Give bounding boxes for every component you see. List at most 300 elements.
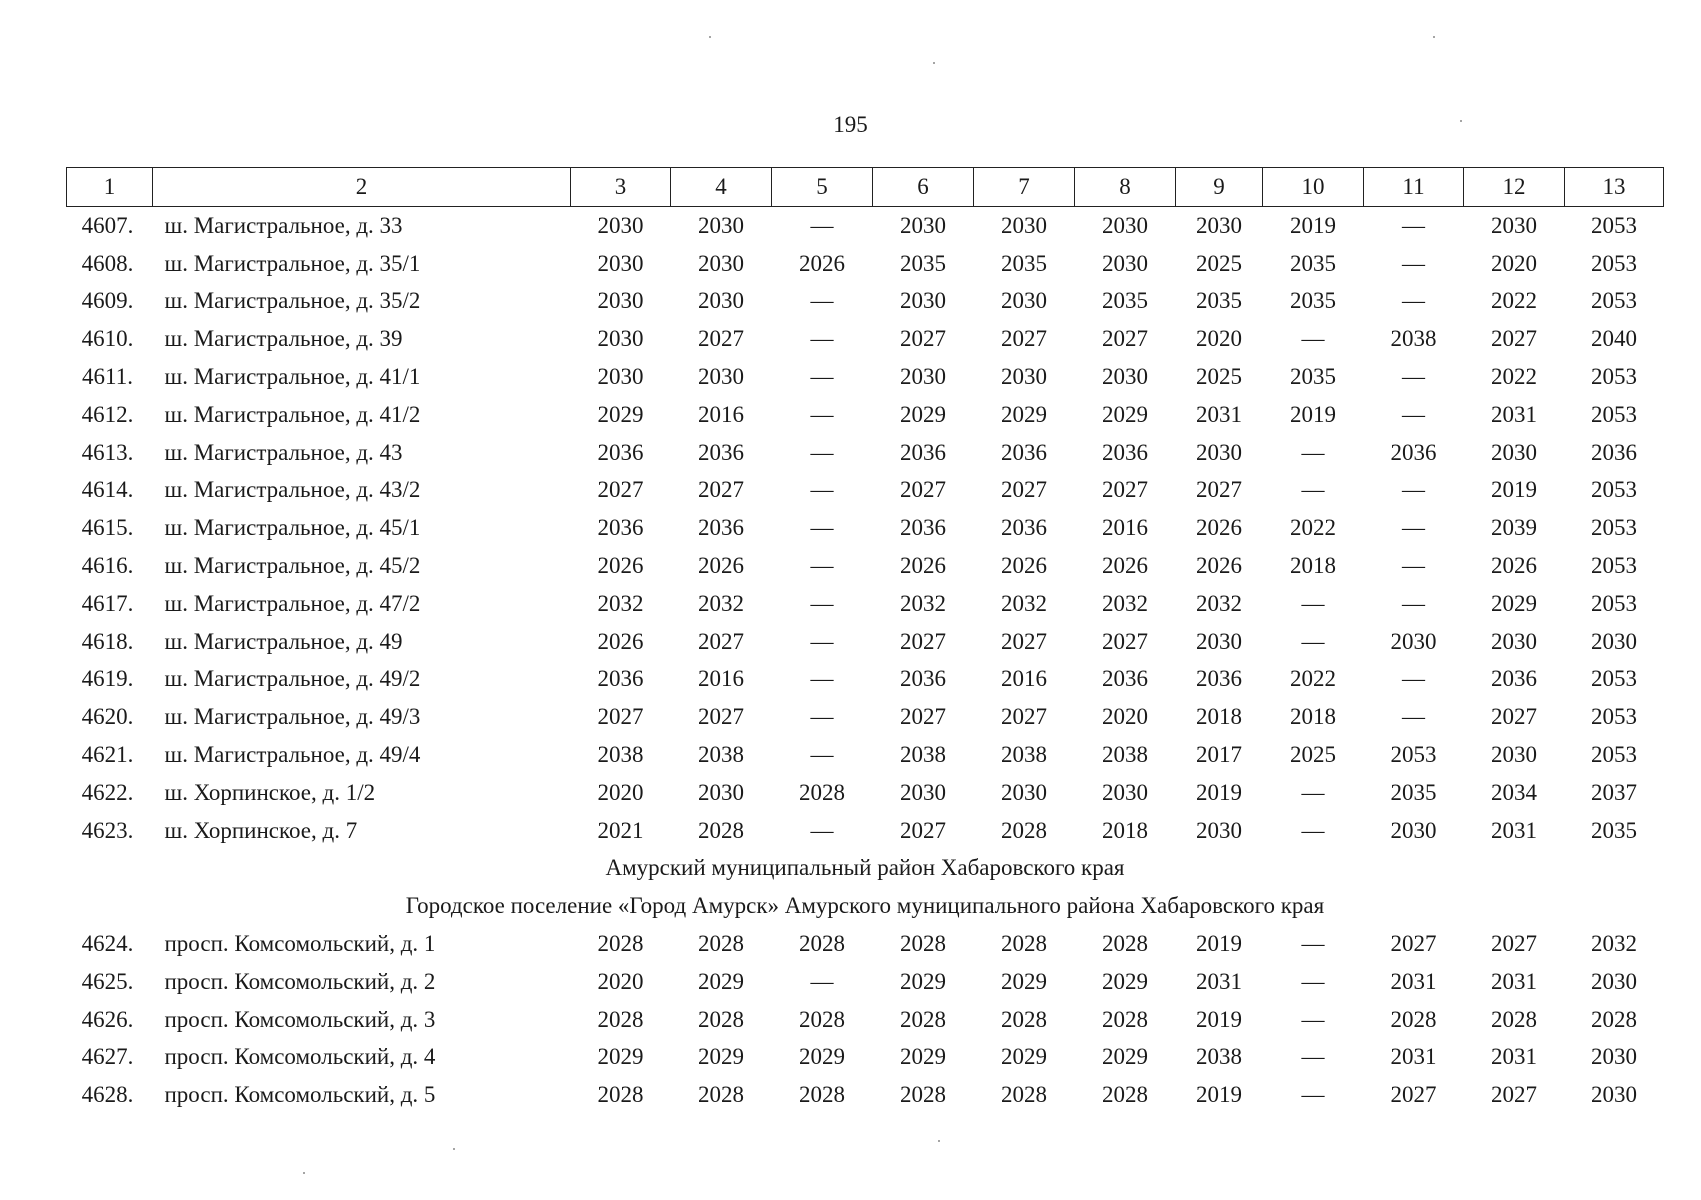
year-cell-col-3: 2030 [597,212,644,238]
table-row [67,547,1664,585]
year-cell-col-12: 2022 [1491,364,1537,390]
address-cell: ш. Магистральное, д. 35/1 [164,250,421,276]
year-cell-col-8: 2029 [1102,968,1148,994]
column-number-header [67,168,1664,207]
year-cell-col-5: — [810,628,834,654]
year-cell-col-8: 2029 [1102,401,1148,427]
year-cell-col-13: 2037 [1591,779,1637,805]
year-cell-col-7: 2027 [1001,628,1047,654]
year-cell-col-3: 2029 [597,401,644,427]
year-cell-col-7: 2027 [1001,477,1047,503]
year-cell-col-13: 2030 [1591,1044,1637,1070]
year-cell-col-7: 2030 [1001,364,1047,390]
year-cell-col-8: 2028 [1102,931,1148,957]
year-cell-col-9: 2030 [1196,628,1242,654]
year-cell-col-6: 2030 [900,779,946,805]
column-header-12: 12 [1464,168,1565,207]
year-cell-col-8: 2035 [1102,288,1148,314]
year-cell-col-3: 2038 [597,742,644,768]
year-cell-col-9: 2025 [1196,364,1242,390]
year-cell-col-11: 2030 [1390,817,1437,843]
year-cell-col-7: 2026 [1001,553,1047,579]
row-number: 4611. [82,364,133,390]
column-header-11: 11 [1364,168,1464,207]
year-cell-col-6: 2028 [900,1082,946,1108]
table-row [67,736,1664,774]
year-cell-col-3: 2030 [597,364,644,390]
year-cell-col-5: 2028 [799,1082,845,1108]
year-cell-col-12: 2030 [1491,628,1537,654]
year-cell-col-12: 2027 [1491,704,1537,730]
year-cell-col-9: 2032 [1196,590,1242,616]
year-cell-col-3: 2028 [597,931,644,957]
year-cell-col-3: 2030 [597,326,644,352]
year-cell-col-5: — [810,439,834,465]
year-cell-col-11: — [1402,212,1425,238]
year-cell-col-3: 2020 [597,968,644,994]
year-cell-col-4: 2028 [698,817,744,843]
year-cell-col-8: 2016 [1102,515,1148,541]
year-cell-col-6: 2029 [900,968,946,994]
year-cell-col-7: 2028 [1001,931,1047,957]
year-cell-col-10: — [1301,590,1325,616]
column-header-5: 5 [772,168,873,207]
row-number: 4609. [81,288,134,314]
year-cell-col-7: 2036 [1001,515,1047,541]
year-cell-col-6: 2028 [900,931,946,957]
year-cell-col-13: 2053 [1591,212,1637,238]
address-cell: ш. Магистральное, д. 49/4 [164,742,421,768]
year-cell-col-10: — [1301,1082,1325,1108]
year-cell-col-3: 2027 [597,477,644,503]
housing-registry-table [66,167,1664,1114]
column-header-7: 7 [974,168,1075,207]
table-row [67,1076,1664,1114]
year-cell-col-13: 2030 [1591,628,1637,654]
row-number: 4620. [81,704,134,730]
page-number: 195 [833,112,868,137]
year-cell-col-12: 2030 [1491,439,1537,465]
year-cell-col-13: 2053 [1591,477,1637,503]
year-cell-col-9: 2031 [1196,968,1242,994]
year-cell-col-6: 2030 [900,212,946,238]
year-cell-col-12: 2034 [1491,779,1537,805]
year-cell-col-13: 2040 [1591,326,1637,352]
row-number: 4610. [81,326,134,352]
address-cell: ш. Магистральное, д. 41/2 [164,401,421,427]
year-cell-col-11: 2028 [1390,1006,1437,1032]
year-cell-col-3: 2036 [597,515,644,541]
address-cell: ш. Магистральное, д. 43 [164,439,403,465]
year-cell-col-6: 2030 [900,288,946,314]
table-row [67,925,1664,963]
year-cell-col-4: 2016 [698,401,744,427]
year-cell-col-10: — [1301,817,1325,843]
row-number: 4623. [81,817,134,843]
row-number: 4621. [81,742,134,768]
year-cell-col-7: 2030 [1001,779,1047,805]
year-cell-col-4: 2027 [698,326,744,352]
year-cell-col-6: 2027 [900,628,946,654]
year-cell-col-6: 2027 [900,704,946,730]
year-cell-col-12: 2030 [1491,742,1537,768]
column-header-13: 13 [1565,168,1664,207]
year-cell-col-12: 2029 [1491,590,1537,616]
year-cell-col-9: 2030 [1196,439,1242,465]
year-cell-col-8: 2032 [1102,590,1148,616]
address-cell: просп. Комсомольский, д. 1 [164,931,436,957]
year-cell-col-9: 2019 [1196,1006,1242,1032]
year-cell-col-3: 2030 [597,250,644,276]
year-cell-col-9: 2026 [1196,515,1242,541]
year-cell-col-12: 2031 [1491,968,1537,994]
year-cell-col-13: 2053 [1591,666,1637,692]
year-cell-col-7: 2032 [1001,590,1047,616]
year-cell-col-4: 2038 [698,742,744,768]
year-cell-col-12: 2027 [1491,1082,1537,1108]
year-cell-col-11: 2030 [1390,628,1437,654]
year-cell-col-10: 2018 [1290,553,1336,579]
year-cell-col-5: 2028 [799,931,845,957]
year-cell-col-11: — [1402,364,1425,390]
year-cell-col-6: 2030 [900,364,946,390]
year-cell-col-4: 2027 [698,477,744,503]
table-row [67,963,1664,1001]
row-number: 4618. [81,628,134,654]
year-cell-col-3: 2021 [597,817,644,843]
year-cell-col-10: — [1301,628,1325,654]
year-cell-col-7: 2036 [1001,439,1047,465]
year-cell-col-9: 2036 [1196,666,1242,692]
year-cell-col-7: 2029 [1001,401,1047,427]
year-cell-col-3: 2032 [597,590,644,616]
table-row [67,434,1664,472]
year-cell-col-10: 2022 [1290,666,1336,692]
address-cell: просп. Комсомольский, д. 5 [164,1082,436,1108]
year-cell-col-4: 2036 [698,515,744,541]
column-header-1: 1 [67,168,153,207]
year-cell-col-11: 2031 [1390,968,1437,994]
address-cell: ш. Хорпинское, д. 1/2 [164,779,376,805]
row-number: 4627. [81,1044,134,1070]
year-cell-col-8: 2028 [1102,1082,1148,1108]
year-cell-col-7: 2028 [1001,817,1047,843]
year-cell-col-7: 2030 [1001,288,1047,314]
scan-speck [933,62,935,64]
year-cell-col-4: 2027 [698,704,744,730]
year-cell-col-8: 2038 [1102,742,1148,768]
year-cell-col-7: 2029 [1001,1044,1047,1070]
address-cell: ш. Магистральное, д. 47/2 [164,590,421,616]
year-cell-col-10: — [1301,1006,1325,1032]
year-cell-col-11: 2035 [1390,779,1437,805]
year-cell-col-5: — [810,477,834,503]
year-cell-col-6: 2027 [900,817,946,843]
year-cell-col-8: 2026 [1102,553,1148,579]
row-number: 4625. [81,968,134,994]
scan-speck [1460,120,1462,122]
year-cell-col-3: 2027 [597,704,644,730]
year-cell-col-8: 2027 [1102,326,1148,352]
year-cell-col-10: 2025 [1290,742,1336,768]
year-cell-col-7: 2027 [1001,326,1047,352]
year-cell-col-5: — [810,288,834,314]
year-cell-col-5: — [810,212,834,238]
year-cell-col-5: — [810,364,834,390]
year-cell-col-9: 2027 [1196,477,1242,503]
year-cell-col-13: 2028 [1591,1006,1637,1032]
year-cell-col-8: 2030 [1102,250,1148,276]
header-row [67,168,1664,207]
year-cell-col-9: 2035 [1196,288,1242,314]
year-cell-col-11: — [1402,553,1425,579]
table-row [67,509,1664,547]
year-cell-col-8: 2018 [1102,817,1148,843]
year-cell-col-9: 2026 [1196,553,1242,579]
year-cell-col-7: 2030 [1001,212,1047,238]
address-cell: ш. Магистральное, д. 43/2 [164,477,421,503]
year-cell-col-12: 2027 [1491,326,1537,352]
address-cell: просп. Комсомольский, д. 2 [164,968,436,994]
year-cell-col-11: 2038 [1390,326,1437,352]
year-cell-col-11: — [1402,666,1425,692]
year-cell-col-8: 2030 [1102,779,1148,805]
year-cell-col-4: 2030 [698,364,744,390]
year-cell-col-12: 2031 [1491,401,1537,427]
year-cell-col-13: 2032 [1591,931,1637,957]
year-cell-col-8: 2027 [1102,477,1148,503]
row-number: 4628. [81,1082,134,1108]
year-cell-col-6: 2027 [900,326,946,352]
table-row [67,698,1664,736]
year-cell-col-5: 2028 [799,1006,845,1032]
table-row [67,812,1664,850]
year-cell-col-12: 2019 [1491,477,1537,503]
year-cell-col-9: 2031 [1196,401,1242,427]
table-row [67,774,1664,812]
row-number: 4624. [81,931,134,957]
year-cell-col-8: 2036 [1102,666,1148,692]
year-cell-col-11: 2027 [1390,1082,1437,1108]
year-cell-col-7: 2016 [1001,666,1047,692]
row-number: 4613. [81,439,134,465]
column-header-4: 4 [671,168,772,207]
year-cell-col-4: 2030 [698,212,744,238]
address-cell: ш. Магистральное, д. 49 [164,628,403,654]
year-cell-col-5: 2029 [799,1044,845,1070]
year-cell-col-8: 2029 [1102,1044,1148,1070]
scan-speck [303,1172,305,1174]
year-cell-col-12: 2036 [1491,666,1537,692]
year-cell-col-12: 2028 [1491,1006,1537,1032]
address-cell: ш. Хорпинское, д. 7 [164,817,358,843]
district-heading: Амурский муниципальный район Хабаровского края [605,855,1125,881]
year-cell-col-10: 2018 [1290,704,1336,730]
year-cell-col-10: — [1301,326,1325,352]
year-cell-col-7: 2028 [1001,1006,1047,1032]
year-cell-col-3: 2029 [597,1044,644,1070]
year-cell-col-7: 2035 [1001,250,1047,276]
address-cell: ш. Магистральное, д. 35/2 [164,288,421,314]
year-cell-col-6: 2038 [900,742,946,768]
year-cell-col-4: 2032 [698,590,744,616]
year-cell-col-4: 2028 [698,931,744,957]
year-cell-col-13: 2053 [1591,590,1637,616]
year-cell-col-13: 2035 [1591,817,1637,843]
table-row [67,245,1664,283]
year-cell-col-4: 2028 [698,1082,744,1108]
year-cell-col-12: 2031 [1491,817,1537,843]
year-cell-col-4: 2029 [698,968,744,994]
year-cell-col-10: — [1301,1044,1325,1070]
year-cell-col-7: 2029 [1001,968,1047,994]
year-cell-col-3: 2028 [597,1006,644,1032]
year-cell-col-6: 2029 [900,1044,946,1070]
year-cell-col-6: 2027 [900,477,946,503]
table-row [67,1039,1664,1077]
year-cell-col-9: 2018 [1196,704,1242,730]
column-header-6: 6 [873,168,974,207]
year-cell-col-3: 2026 [597,553,644,579]
year-cell-col-7: 2027 [1001,704,1047,730]
year-cell-col-10: — [1301,439,1325,465]
address-cell: ш. Магистральное, д. 49/3 [164,704,421,730]
year-cell-col-11: — [1402,288,1425,314]
year-cell-col-3: 2036 [597,439,644,465]
year-cell-col-6: 2029 [900,401,946,427]
address-cell: ш. Магистральное, д. 39 [164,326,403,352]
settlement-heading: Городское поселение «Город Амурск» Амурского муниципального района Хабаровского края [405,893,1325,919]
table-row [67,396,1664,434]
year-cell-col-4: 2026 [698,553,744,579]
year-cell-col-5: — [810,817,834,843]
year-cell-col-3: 2028 [597,1082,644,1108]
year-cell-col-8: 2036 [1102,439,1148,465]
year-cell-col-10: — [1301,931,1325,957]
year-cell-col-5: — [810,742,834,768]
year-cell-col-11: — [1402,250,1425,276]
year-cell-col-9: 2030 [1196,212,1242,238]
year-cell-col-10: 2022 [1290,515,1336,541]
year-cell-col-6: 2026 [900,553,946,579]
year-cell-col-6: 2036 [900,666,946,692]
row-number: 4619. [81,666,134,692]
table-row [67,320,1664,358]
year-cell-col-11: — [1402,401,1425,427]
year-cell-col-11: — [1402,704,1425,730]
year-cell-col-4: 2028 [698,1006,744,1032]
year-cell-col-9: 2019 [1196,931,1242,957]
year-cell-col-11: — [1402,477,1425,503]
year-cell-col-10: 2019 [1290,212,1336,238]
year-cell-col-11: 2027 [1390,931,1437,957]
year-cell-col-3: 2026 [597,628,644,654]
year-cell-col-13: 2036 [1591,439,1637,465]
year-cell-col-8: 2030 [1102,364,1148,390]
scan-speck [453,1148,455,1150]
table-row [67,207,1664,245]
column-header-3: 3 [571,168,671,207]
table-row [67,1001,1664,1039]
year-cell-col-10: 2035 [1290,288,1336,314]
row-number: 4612. [81,401,134,427]
year-cell-col-13: 2053 [1591,401,1637,427]
year-cell-col-10: — [1301,968,1325,994]
year-cell-col-10: 2035 [1290,364,1336,390]
year-cell-col-4: 2016 [698,666,744,692]
address-cell: ш. Магистральное, д. 49/2 [164,666,421,692]
year-cell-col-8: 2028 [1102,1006,1148,1032]
year-cell-col-9: 2030 [1196,817,1242,843]
year-cell-col-6: 2028 [900,1006,946,1032]
row-number: 4617. [81,590,134,616]
year-cell-col-4: 2029 [698,1044,744,1070]
year-cell-col-9: 2017 [1196,742,1242,768]
table-row [67,283,1664,321]
scan-speck [1433,36,1435,38]
year-cell-col-10: 2019 [1290,401,1336,427]
row-number: 4615. [81,515,134,541]
year-cell-col-5: — [810,590,834,616]
year-cell-col-5: — [810,401,834,427]
year-cell-col-12: 2022 [1491,288,1537,314]
year-cell-col-11: 2036 [1390,439,1437,465]
year-cell-col-5: — [810,553,834,579]
row-number: 4607. [81,212,134,238]
year-cell-col-11: 2031 [1390,1044,1437,1070]
year-cell-col-9: 2038 [1196,1044,1242,1070]
table-row [67,661,1664,699]
year-cell-col-7: 2028 [1001,1082,1047,1108]
year-cell-col-4: 2030 [698,250,744,276]
year-cell-col-9: 2025 [1196,250,1242,276]
year-cell-col-11: — [1402,515,1425,541]
year-cell-col-12: 2020 [1491,250,1537,276]
row-number: 4622. [81,779,134,805]
scan-speck [938,1140,940,1142]
row-number: 4626. [81,1006,134,1032]
year-cell-col-13: 2053 [1591,364,1637,390]
year-cell-col-3: 2030 [597,288,644,314]
year-cell-col-6: 2036 [900,439,946,465]
year-cell-col-13: 2053 [1591,250,1637,276]
year-cell-col-12: 2031 [1491,1044,1537,1070]
year-cell-col-9: 2020 [1196,326,1242,352]
year-cell-col-6: 2032 [900,590,946,616]
year-cell-col-13: 2030 [1591,968,1637,994]
year-cell-col-13: 2053 [1591,288,1637,314]
table-row [67,623,1664,661]
year-cell-col-4: 2027 [698,628,744,654]
column-header-2: 2 [153,168,571,207]
year-cell-col-13: 2053 [1591,742,1637,768]
year-cell-col-13: 2053 [1591,553,1637,579]
year-cell-col-9: 2019 [1196,779,1242,805]
row-number: 4608. [81,250,134,276]
address-cell: просп. Комсомольский, д. 3 [164,1006,436,1032]
address-cell: ш. Магистральное, д. 45/2 [164,553,421,579]
year-cell-col-12: 2030 [1491,212,1537,238]
year-cell-col-10: — [1301,477,1325,503]
year-cell-col-10: 2035 [1290,250,1336,276]
year-cell-col-5: 2026 [799,250,845,276]
year-cell-col-5: — [810,666,834,692]
year-cell-col-10: — [1301,779,1325,805]
year-cell-col-11: — [1402,590,1425,616]
column-header-9: 9 [1176,168,1263,207]
year-cell-col-6: 2035 [900,250,946,276]
year-cell-col-5: — [810,326,834,352]
